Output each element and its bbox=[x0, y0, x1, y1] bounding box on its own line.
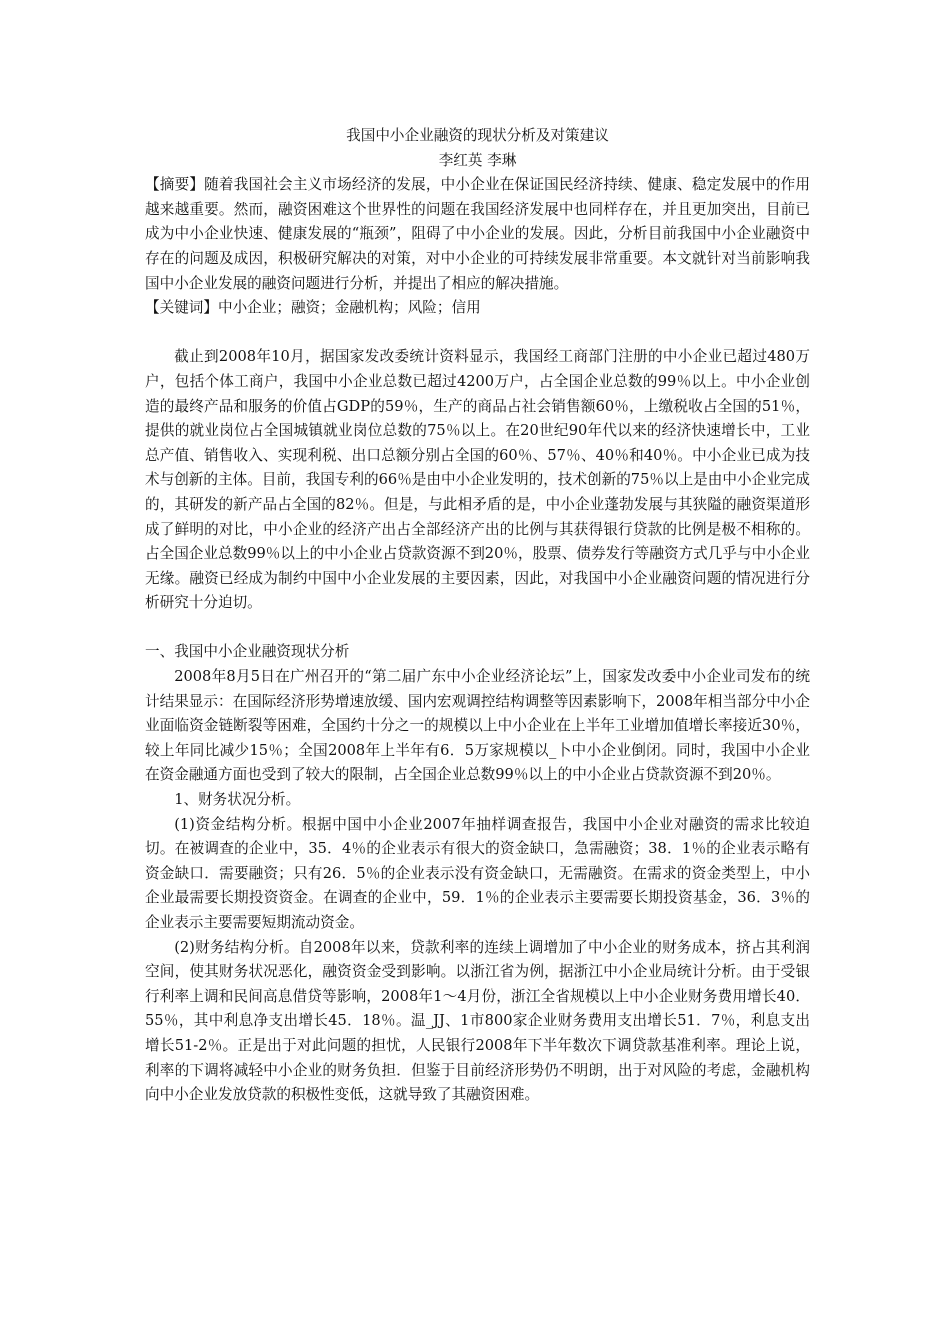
intro-paragraph: 截止到2008年10月，据国家发改委统计资料显示，我国经工商部门注册的中小企业已超过480万户，包括个体工商户，我国中小企业总数已超过4200万户，占全国企业总数的99％以上。中小企业创造的最终产品和服务的价值占GDP的59％，生产的商品占社会销售额60％，上缴税收占全国的51％，提供的就业岗位占全国城镇就业岗位总数的75％以上。在20世纪90年代以来的经济快速增长中，工业总产值、销售收入、实现利税、出口总额分别占全国的60％、57％、40％和40％。中小企业已成为技术与创新的主体。目前，我国专利的66％是由中小企业发明的，技术创新的75％以上是由中小企业完成的，其研发的新产品占全国的82％。但是，与此相矛盾的是，中小企业蓬勃发展与其狭隘的融资渠道形成了鲜明的对比，中小企业的经济产出占全部经济产出的比例与其获得银行贷款的比例是极不相称的。占全国企业总数99％以上的中小企业占贷款资源不到20％，股票、债券发行等融资方式几乎与中小企业无缘。融资已经成为制约中国中小企业发展的主要因素，因此，对我国中小企业融资问题的情况进行分析研究十分迫切。 bbox=[145, 348, 810, 612]
document-page bbox=[145, 124, 810, 1108]
abstract-paragraph: 【摘要】随着我国社会主义市场经济的发展，中小企业在保证国民经济持续、健康、稳定发展中的作用越来越重要。然而，融资困难这个世界性的问题在我国经济发展中也同样存在，并且更加突出，目前已成为中小企业快速、健康发展的“瓶颈”，阻碍了中小企业的发展。因此，分析目前我国中小企业融资中存在的问题及成因，积极研究解决的对策，对中小企业的可持续发展非常重要。本文就针对当前影响我国中小企业发展的融资问题进行分析，并提出了相应的解决措施。 bbox=[145, 176, 810, 292]
body-paragraph: 2008年8月5日在广州召开的“第二届广东中小企业经济论坛”上，国家发改委中小企业司发布的统计结果显示：在国际经济形势增速放缓、国内宏观调控结构调整等因素影响下，2008年相当部分中小企业面临资金链断裂等困难，全国约十分之一的规模以上中小企业在上半年工业增加值增长率接近30％，较上年同比减少15％；全国2008年上半年有6．5万家规模以_卜中小企业倒闭。同时，我国中小企业在资金融通方面也受到了较大的限制，占全国企业总数99％以上的中小企业占贷款资源不到20％。 bbox=[145, 668, 810, 784]
keywords-line: 【关键词】中小企业；融资；金融机构；风险；信用 bbox=[145, 299, 481, 317]
blank-line bbox=[145, 616, 810, 641]
body-paragraph: (2)财务结构分析。自2008年以来，贷款利率的连续上调增加了中小企业的财务成本，挤占其利润空间，使其财务状况恶化，融资资金受到影响。以浙江省为例，据浙江中小企业局统计分析。由于受银行利率上调和民间高息借贷等影响，2008年1～4月份，浙江全省规模以上中小企业财务费用增长40．55％，其中利息净支出增长45．18％。温_JJ、1市800家企业财务费用支出增长51．7％，利息支出增长51-2％。正是出于对此问题的担忧，人民银行2008年下半年数次下调贷款基准利率。理论上说，利率的下调将减轻中小企业的财务负担．但鉴于目前经济形势仍不明朗，出于对风险的考虑，金融机构向中小企业发放贷款的积极性变低，这就导致了其融资困难。 bbox=[145, 938, 810, 1104]
document-authors: 李红英 李琳 bbox=[438, 151, 517, 169]
document-title: 我国中小企业融资的现状分析及对策建议 bbox=[346, 127, 609, 144]
subsection-heading: 1、财务状况分析。 bbox=[174, 791, 301, 809]
body-paragraph: (1)资金结构分析。根据中国中小企业2007年抽样调查报告，我国中小企业对融资的需求比较迫切。在被调查的企业中，35．4％的企业表示有很大的资金缺口，急需融资；38．1％的企业表示略有资金缺口．需要融资；只有26．5％的企业表示没有资金缺口，无需融资。在需求的资金类型上，中小企业最需要长期投资资金。在调查的企业中，59．1％的企业表示主要需要长期投资基金，36．3％的企业表示主要需要短期流动资金。 bbox=[145, 815, 810, 931]
section-heading: 一、我国中小企业融资现状分析 bbox=[145, 643, 350, 661]
blank-line bbox=[145, 321, 810, 346]
